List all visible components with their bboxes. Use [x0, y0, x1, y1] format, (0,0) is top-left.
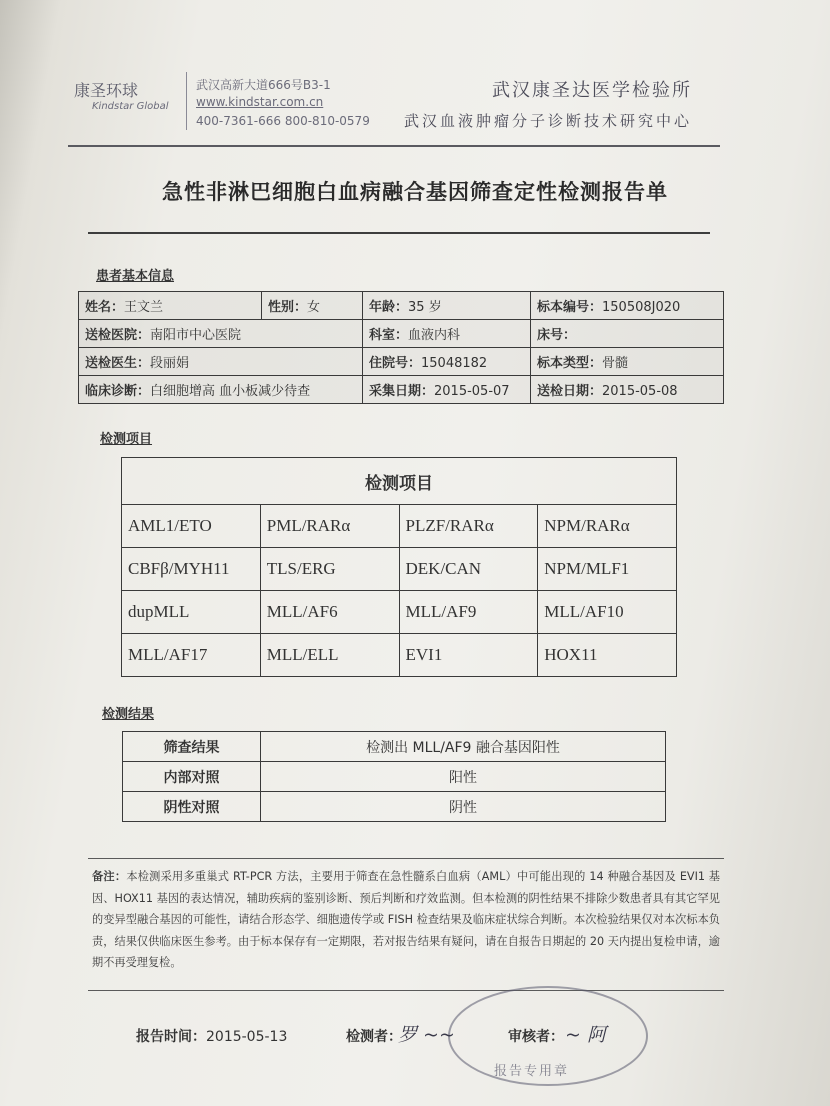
result-label: 内部对照: [123, 762, 261, 792]
reviewer-signature: ~ 阿: [565, 1024, 606, 1046]
test-item: TLS/ERG: [260, 548, 399, 591]
remarks-label: 备注：: [92, 870, 127, 883]
remarks-text: 本检测采用多重巢式 RT-PCR 方法，主要用于筛查在急性髓系白血病（AML）中可能出现的 14 种融合基因及 EVI1 基因、HOX11 基因的表达情况，辅助疾病的鉴别诊断、预后判断和疗效监测。但本检测的阴性结果不排除少数患者具有其它罕见的变异型融合基因的可能性，请结合形态学、细胞遗传学或 FISH 检查结果及临床症状综合判断。本次检验结果仅对本次标本负责，结果仅供临床医生参考。由于标本保存有一定期限，若对报告结果有疑问，请在自报告日期起的 20 天内提出复检申请，逾期不再受理复检。: [92, 870, 720, 969]
test-item: MLL/ELL: [260, 634, 399, 677]
table-row: [122, 505, 677, 548]
patient-cell: 标本类型：骨髓: [531, 348, 724, 376]
logo: 康圣环球: [74, 81, 139, 100]
table-row: [122, 591, 677, 634]
patient-cell: 年龄：35 岁: [363, 292, 531, 320]
test-item: EVI1: [399, 634, 538, 677]
test-item: MLL/AF9: [399, 591, 538, 634]
reviewer-label: 审核者：: [508, 1029, 564, 1045]
tester-label: 检测者：: [346, 1029, 402, 1045]
patient-cell: 性别：女: [262, 292, 363, 320]
website: www.kindstar.com.cn: [196, 95, 324, 109]
test-items-table: [121, 457, 677, 677]
tester-signature: 罗 ~~: [398, 1024, 455, 1046]
seal-text: 报告专用章: [494, 1064, 570, 1079]
table-row: [122, 634, 677, 677]
table-row: [123, 792, 666, 822]
result-label: 筛查结果: [123, 732, 261, 762]
test-item: CBFβ/MYH11: [122, 548, 261, 591]
patient-cell: 送检日期：2015-05-08: [531, 376, 724, 404]
test-item: MLL/AF10: [538, 591, 677, 634]
table-row: [123, 762, 666, 792]
test-results-heading: 检测结果: [102, 707, 155, 722]
patient-row: [79, 348, 724, 376]
test-item: HOX11: [538, 634, 677, 677]
report-title: 急性非淋巴细胞白血病融合基因筛查定性检测报告单: [162, 180, 668, 204]
patient-cell: 床号：: [531, 320, 724, 348]
logo-divider: [186, 72, 187, 130]
result-value: 阴性: [261, 792, 666, 822]
patient-row: [79, 376, 724, 404]
test-item: MLL/AF6: [260, 591, 399, 634]
test-results-table: [122, 731, 666, 822]
test-item: NPM/RARα: [538, 505, 677, 548]
test-item: AML1/ETO: [122, 505, 261, 548]
patient-cell: 送检医生：段丽娟: [79, 348, 363, 376]
test-item: NPM/MLF1: [538, 548, 677, 591]
header-divider: [68, 145, 720, 147]
patient-cell: 住院号：15048182: [363, 348, 531, 376]
patient-cell: 送检医院：南阳市中心医院: [79, 320, 363, 348]
table-row: [123, 732, 666, 762]
address: 武汉高新大道666号B3-1: [196, 78, 331, 92]
institute-center: 武汉血液肿瘤分子诊断技术研究中心: [404, 112, 693, 130]
table-row: [122, 548, 677, 591]
test-item: MLL/AF17: [122, 634, 261, 677]
test-item: dupMLL: [122, 591, 261, 634]
note-divider-top: [88, 858, 724, 859]
patient-cell: 临床诊断：白细胞增高 血小板减少待查: [79, 376, 363, 404]
note-divider-bottom: [88, 990, 724, 991]
patient-info-table: [78, 291, 724, 404]
test-item: PLZF/RARα: [399, 505, 538, 548]
test-items-table-title: 检测项目: [122, 458, 677, 505]
title-divider: [88, 232, 710, 234]
patient-cell: 采集日期：2015-05-07: [363, 376, 531, 404]
patient-cell: 标本编号：150508J020: [531, 292, 724, 320]
phone-numbers: 400-7361-666 800-810-0579: [196, 114, 370, 128]
result-value: 阳性: [261, 762, 666, 792]
patient-cell: 科室：血液内科: [363, 320, 531, 348]
test-items-heading: 检测项目: [100, 432, 153, 447]
patient-row: [79, 320, 724, 348]
patient-info-heading: 患者基本信息: [96, 269, 175, 284]
remarks: [92, 866, 720, 974]
logo-english: Kindstar Global: [92, 101, 169, 112]
patient-cell: 姓名：王文兰: [79, 292, 262, 320]
result-label: 阴性对照: [123, 792, 261, 822]
report-time: 报告时间：2015-05-13: [136, 1029, 288, 1045]
patient-row: [79, 292, 724, 320]
institute-name: 武汉康圣达医学检验所: [492, 80, 692, 101]
test-item: DEK/CAN: [399, 548, 538, 591]
table-row: [122, 458, 677, 505]
result-value: 检测出 MLL/AF9 融合基因阳性: [261, 732, 666, 762]
test-item: PML/RARα: [260, 505, 399, 548]
